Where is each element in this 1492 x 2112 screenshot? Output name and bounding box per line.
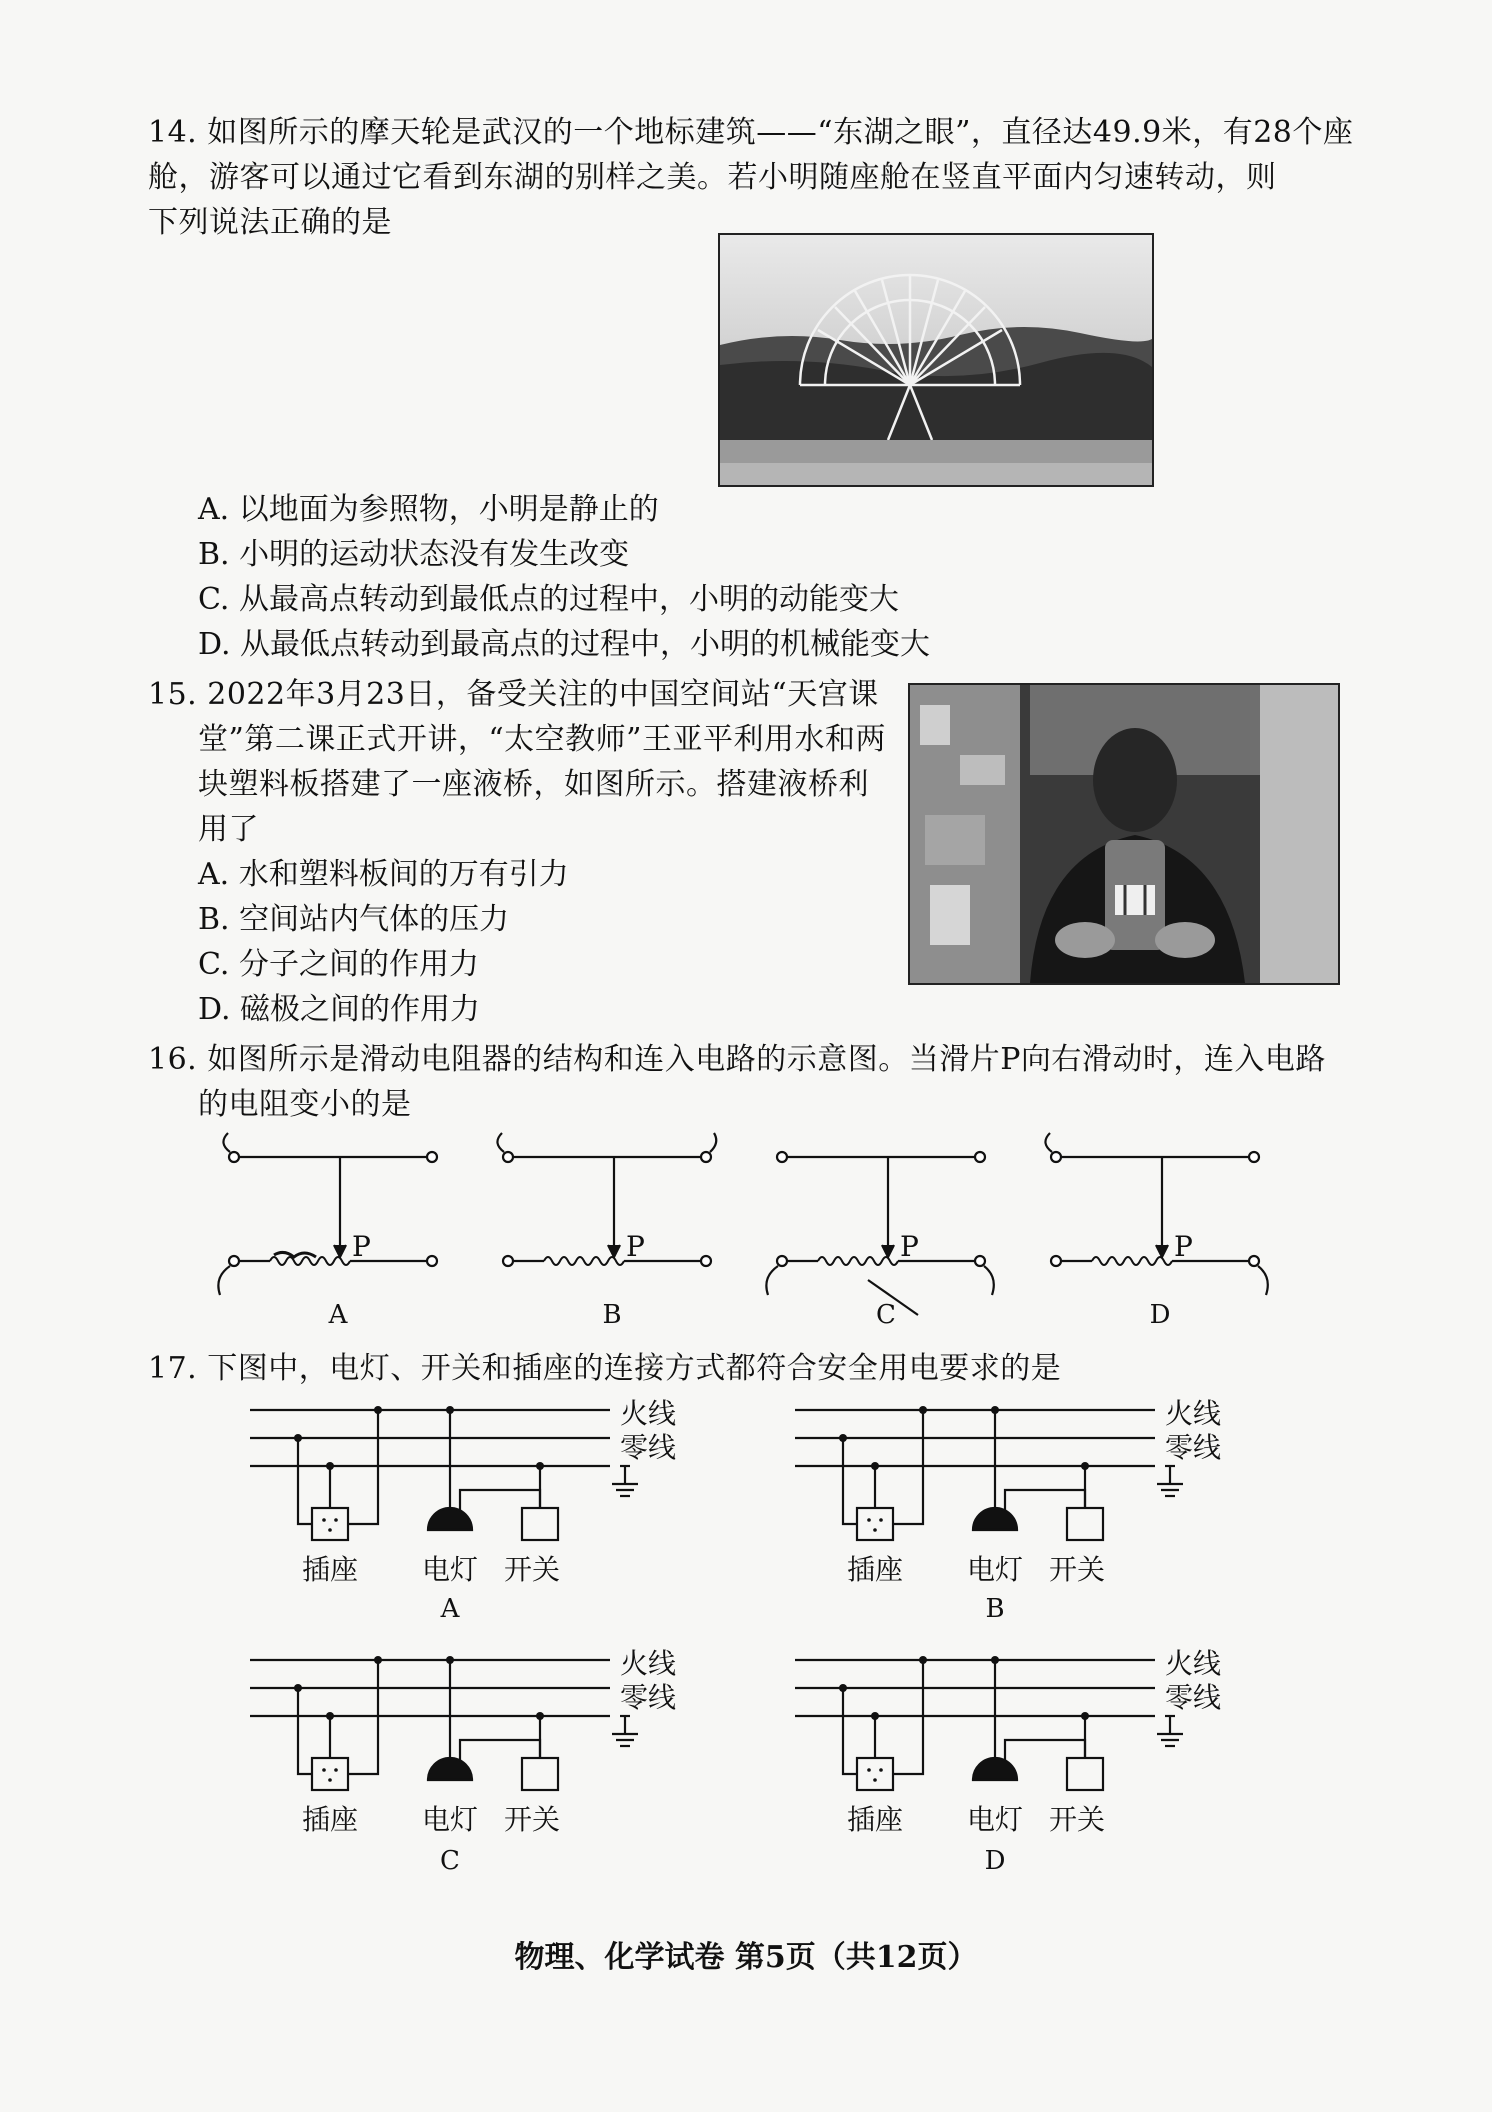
page-footer: 物理、化学试卷 第5页（共12页）: [514, 1940, 978, 1975]
q16-label-a: A: [328, 1300, 348, 1330]
q15-option-b: B. 空间站内气体的压力: [198, 902, 510, 937]
switch-label-d: 开关: [1049, 1803, 1106, 1836]
q14-line-2: 舱，游客可以通过它看到东湖的别样之美。若小明随座舱在竖直平面内匀速转动，则: [148, 160, 1277, 195]
q14-option-b: B. 小明的运动状态没有发生改变: [198, 537, 630, 572]
lamp-label-c: 电灯: [422, 1803, 479, 1836]
q14-option-a: A. 以地面为参照物，小明是静止的: [198, 492, 659, 527]
neutral-wire-label-d: 零线: [1165, 1681, 1222, 1714]
q16-line-2: 的电阻变小的是: [198, 1087, 412, 1122]
slider-p-label-b: P: [626, 1230, 645, 1263]
q16-label-c: C: [876, 1300, 896, 1330]
socket-label-d: 插座: [847, 1803, 904, 1836]
lamp-label-d: 电灯: [967, 1803, 1024, 1836]
q17-label-d: D: [984, 1846, 1006, 1876]
neutral-wire-label-c: 零线: [620, 1681, 677, 1714]
neutral-wire-label-b: 零线: [1165, 1431, 1222, 1464]
q17-label-a: A: [440, 1594, 460, 1624]
live-wire-label-c: 火线: [620, 1647, 677, 1680]
switch-label-b: 开关: [1049, 1553, 1106, 1586]
q15-option-c: C. 分子之间的作用力: [198, 947, 479, 982]
switch-label-c: 开关: [504, 1803, 561, 1836]
q14-line-1: 14. 如图所示的摩天轮是武汉的一个地标建筑——“东湖之眼”，直径达49.9米，有28个座: [148, 115, 1354, 150]
q15-line-2: 堂”第二课正式开讲，“太空教师”王亚平利用水和两: [198, 722, 887, 757]
q16-label-b: B: [602, 1300, 622, 1330]
q14-line-3: 下列说法正确的是: [148, 205, 392, 240]
q16-label-d: D: [1149, 1300, 1171, 1330]
socket-label-c: 插座: [302, 1803, 359, 1836]
q15-option-d: D. 磁极之间的作用力: [198, 992, 481, 1027]
q17-label-b: B: [985, 1594, 1005, 1624]
q15-line-4: 用了: [198, 812, 259, 847]
q14-option-c: C. 从最高点转动到最低点的过程中，小明的动能变大: [198, 582, 899, 617]
q17-label-c: C: [440, 1846, 460, 1876]
slider-p-label-c: P: [900, 1230, 919, 1263]
switch-label-a: 开关: [504, 1553, 561, 1586]
live-wire-label-a: 火线: [620, 1397, 677, 1430]
q15-option-a: A. 水和塑料板间的万有引力: [198, 857, 569, 892]
q17-line: 17. 下图中，电灯、开关和插座的连接方式都符合安全用电要求的是: [148, 1351, 1062, 1386]
lamp-label-a: 电灯: [422, 1553, 479, 1586]
live-wire-label-b: 火线: [1165, 1397, 1222, 1430]
neutral-wire-label-a: 零线: [620, 1431, 677, 1464]
socket-label-b: 插座: [847, 1553, 904, 1586]
live-wire-label-d: 火线: [1165, 1647, 1222, 1680]
socket-label-a: 插座: [302, 1553, 359, 1586]
slider-p-label-a: P: [352, 1230, 371, 1263]
q14-option-d: D. 从最低点转动到最高点的过程中，小明的机械能变大: [198, 627, 931, 662]
lamp-label-b: 电灯: [967, 1553, 1024, 1586]
q15-line-3: 块塑料板搭建了一座液桥，如图所示。搭建液桥利: [198, 767, 869, 802]
q16-line-1: 16. 如图所示是滑动电阻器的结构和连入电路的示意图。当滑片P向右滑动时，连入电路: [148, 1042, 1326, 1077]
slider-p-label-d: P: [1174, 1230, 1193, 1263]
q15-line-1: 15. 2022年3月23日，备受关注的中国空间站“天宫课: [148, 677, 879, 712]
